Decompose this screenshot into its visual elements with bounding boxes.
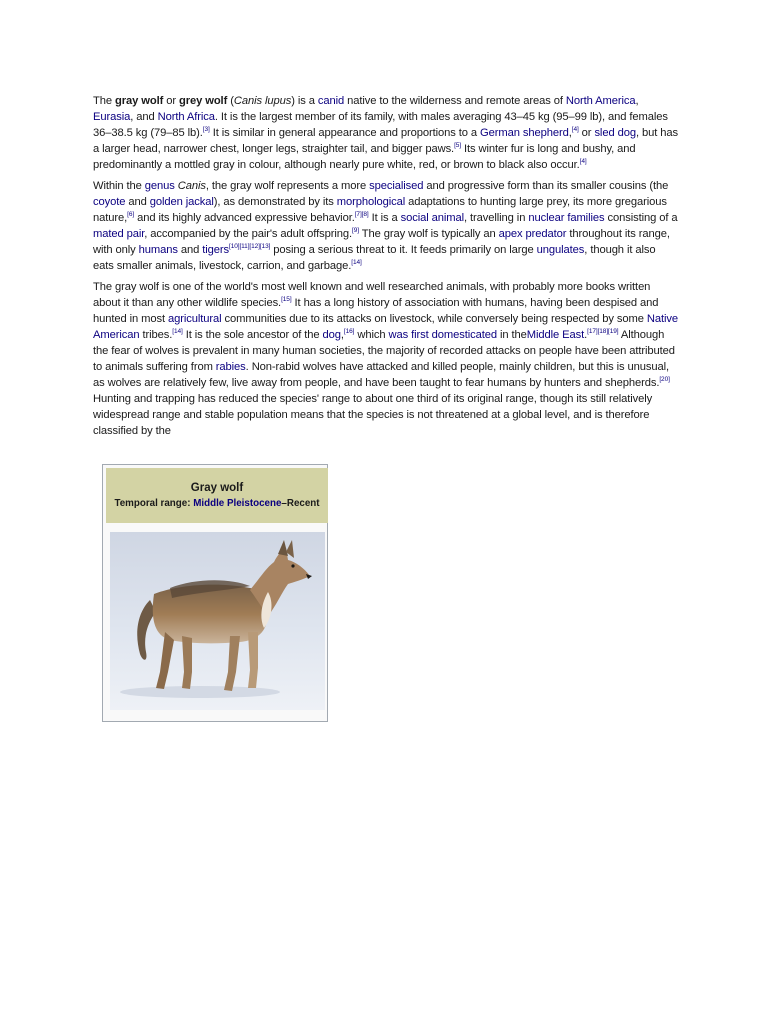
- text: which: [354, 329, 389, 341]
- text: or: [163, 95, 179, 107]
- wolf-in-snow-illustration: [110, 532, 325, 710]
- link-tigers[interactable]: tigers: [202, 244, 229, 256]
- scientific-name: Canis lupus: [233, 95, 292, 107]
- text: Within the: [93, 180, 145, 192]
- citation-ref[interactable]: [15]: [281, 296, 292, 303]
- citation-ref[interactable]: [3]: [202, 126, 210, 133]
- citation-ref[interactable]: [17][18][19]: [587, 328, 619, 335]
- citation-ref[interactable]: [7][8]: [354, 211, 369, 218]
- link-ungulates[interactable]: ungulates: [536, 244, 585, 256]
- bold-term: gray wolf: [115, 95, 164, 107]
- text: or: [578, 127, 595, 139]
- link-mated-pair[interactable]: mated pair: [93, 228, 145, 240]
- text: ,: [635, 95, 639, 107]
- citation-ref[interactable]: [9]: [351, 227, 359, 234]
- taxobox-header: [106, 468, 328, 523]
- text: , and: [130, 111, 158, 123]
- citation-ref[interactable]: [20]: [659, 376, 670, 383]
- text: Its winter fur is long and bushy, and predominantly a mottled gray in colour, although nearly pure white, red, or brown to black also occur.: [93, 143, 636, 171]
- link-german-shepherd[interactable]: German shepherd: [480, 127, 569, 139]
- citation-ref[interactable]: [14]: [351, 259, 362, 266]
- text: , accompanied by the pair's adult offspring.: [144, 228, 352, 240]
- text: Although the fear of wolves is prevalent in many human societies, the majority of recorded attacks on people have been attributed to animals suffering from: [93, 329, 675, 373]
- text: throughout its range, with only: [93, 228, 670, 256]
- text: posing a serious threat to it. It feeds primarily on large: [270, 244, 537, 256]
- text: communities due to its attacks on livestock, while conversely being respected by some: [221, 313, 647, 325]
- text: It is similar in general appearance and proportions to a: [209, 127, 481, 139]
- citation-ref[interactable]: [10][11][12][13]: [229, 243, 271, 250]
- link-north-america[interactable]: North America: [565, 95, 636, 107]
- citation-ref[interactable]: [4]: [579, 158, 587, 165]
- text: It has a long history of association with humans, having been despised and hunted in most: [93, 297, 659, 325]
- temporal-range-end: –Recent: [281, 498, 320, 509]
- intro-paragraph: [93, 93, 678, 173]
- temporal-range: [106, 498, 328, 509]
- text: , though it also eats smaller animals, livestock, carrion, and garbage.: [93, 244, 656, 272]
- citation-ref[interactable]: [14]: [172, 328, 183, 335]
- link-humans[interactable]: humans: [138, 244, 178, 256]
- text: adaptations to hunting large prey, its more gregarious nature,: [93, 196, 667, 224]
- link-nuclear-families[interactable]: nuclear families: [528, 212, 605, 224]
- link-north-africa[interactable]: North Africa: [157, 111, 215, 123]
- link-middle-pleistocene[interactable]: Middle Pleistocene: [193, 498, 282, 509]
- link-social-animal[interactable]: social animal: [400, 212, 465, 224]
- citation-ref[interactable]: [4]: [571, 126, 579, 133]
- text: ,: [568, 127, 572, 139]
- taxobox-title: Gray wolf: [190, 482, 244, 494]
- text: The gray wolf is one of the world's most well known and well researched animals, with probably more books written about it than any other wildlife species.: [93, 281, 651, 309]
- text: It is a: [368, 212, 401, 224]
- link-first-domesticated[interactable]: was first domesticated: [388, 329, 497, 341]
- link-rabies[interactable]: rabies: [215, 361, 246, 373]
- article-body: [93, 93, 678, 444]
- text: and: [125, 196, 150, 208]
- bold-term: grey wolf: [178, 95, 228, 107]
- citation-ref[interactable]: [16]: [343, 328, 355, 335]
- citation-ref[interactable]: [5]: [454, 142, 462, 149]
- taxonomy-paragraph: [93, 178, 678, 274]
- link-canid[interactable]: canid: [317, 95, 345, 107]
- taxobox: [102, 464, 328, 722]
- text: (: [227, 95, 234, 107]
- text: The gray wolf is typically an: [358, 228, 499, 240]
- link-sled-dog[interactable]: sled dog: [594, 127, 636, 139]
- text: , travelling in: [464, 212, 529, 224]
- text: . It is the largest member of its family, with males averaging 43–45 kg (95–99 lb), and females 36–38.5 kg (79–85 lb).: [93, 111, 668, 139]
- link-agricultural[interactable]: agricultural: [168, 313, 222, 325]
- text: , the gray wolf represents a more: [205, 180, 370, 192]
- wolf-photo[interactable]: [110, 532, 325, 710]
- link-native-american[interactable]: Native American: [93, 313, 678, 341]
- text: in the: [496, 329, 527, 341]
- text: , but has a larger head, narrower chest, longer legs, straighter tail, and bigger paws.: [93, 127, 678, 155]
- temporal-range-label: Temporal range:: [114, 498, 194, 509]
- text: and progressive form than its smaller cousins (the: [423, 180, 669, 192]
- link-morphological[interactable]: morphological: [336, 196, 406, 208]
- citation-ref[interactable]: [6]: [127, 211, 135, 218]
- text: Hunting and trapping has reduced the species' range to about one third of its original range, though its still relatively widespread range and stable population means that the species is not threatened at a global level, and is therefore classified by the: [93, 393, 653, 437]
- text: ,: [340, 329, 344, 341]
- text: and its highly advanced expressive behavior.: [134, 212, 355, 224]
- link-genus[interactable]: genus: [144, 180, 175, 192]
- link-golden-jackal[interactable]: golden jackal: [149, 196, 214, 208]
- text: ), as demonstrated by its: [213, 196, 337, 208]
- text: ) is a: [291, 95, 318, 107]
- text: .: [584, 329, 588, 341]
- text: . Non-rabid wolves have attacked and killed people, mainly children, but this is unusual, as wolves are relatively few, live away from people, and have been taught to fear humans by hunters and shepherds.: [93, 361, 669, 389]
- text: consisting of a: [604, 212, 678, 224]
- link-apex-predator[interactable]: apex predator: [498, 228, 567, 240]
- link-coyote[interactable]: coyote: [93, 196, 126, 208]
- text: tribes.: [139, 329, 173, 341]
- text: native to the wilderness and remote areas of: [344, 95, 566, 107]
- text: and: [177, 244, 203, 256]
- text: The: [93, 95, 115, 107]
- link-eurasia[interactable]: Eurasia: [93, 111, 131, 123]
- text: It is the sole ancestor of the: [182, 329, 323, 341]
- genus-name: Canis: [177, 180, 206, 192]
- link-dog[interactable]: dog: [322, 329, 341, 341]
- link-specialised[interactable]: specialised: [369, 180, 424, 192]
- link-middle-east[interactable]: Middle East: [526, 329, 585, 341]
- human-relations-paragraph: [93, 279, 678, 439]
